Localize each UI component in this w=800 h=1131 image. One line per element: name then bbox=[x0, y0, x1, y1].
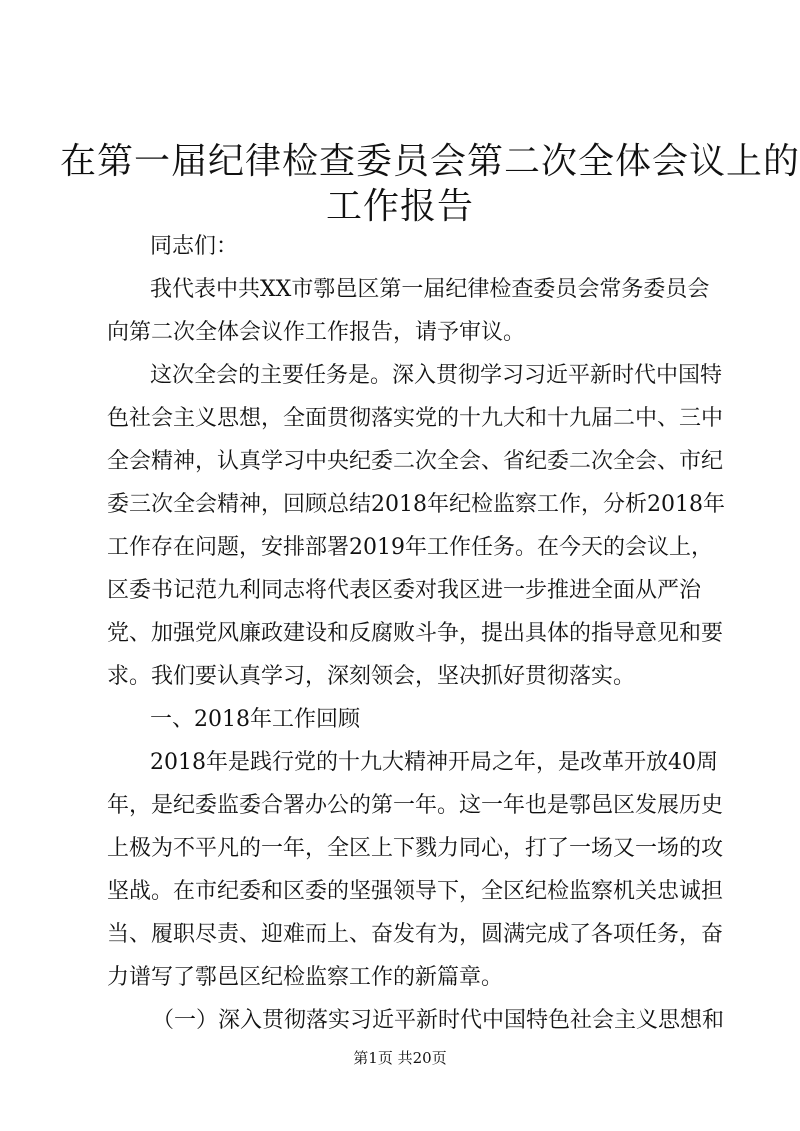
paragraph-line: 当、履职尽责、迎难而上、奋发有为，圆满完成了各项任务，奋 bbox=[107, 922, 724, 947]
paragraph-line: 向第二次全体会议作工作报告，请予审议。 bbox=[107, 320, 526, 345]
paragraph-line: 2018年是践行党的十九大精神开局之年，是改革开放40周 bbox=[150, 750, 718, 775]
page-number: 第1页 共20页 bbox=[353, 1049, 447, 1067]
paragraph-line: 党、加强党风廉政建设和反腐败斗争，提出具体的指导意见和要 bbox=[107, 621, 724, 646]
document-title-line-2: 工作报告 bbox=[325, 186, 474, 227]
paragraph-line: 区委书记范九利同志将代表区委对我区进一步推进全面从严治 bbox=[107, 578, 702, 603]
paragraph-line: 上极为不平凡的一年，全区上下戮力同心，打了一场又一场的攻 bbox=[107, 836, 724, 861]
paragraph-line: 委三次全会精神，回顾总结2018年纪检监察工作，分析2018年 bbox=[107, 492, 725, 517]
paragraph-line: 色社会主义思想，全面贯彻落实党的十九大和十九届二中、三中 bbox=[107, 406, 724, 431]
paragraph-line: 力谱写了鄠邑区纪检监察工作的新篇章。 bbox=[107, 965, 504, 990]
paragraph-line: 我代表中共XX市鄠邑区第一届纪律检查委员会常务委员会 bbox=[150, 277, 710, 302]
paragraph-line: 求。我们要认真学习，深刻领会，坚决抓好贯彻落实。 bbox=[107, 664, 636, 689]
paragraph-line: 坚战。在市纪委和区委的坚强领导下，全区纪检监察机关忠诚担 bbox=[107, 879, 724, 904]
document-title-line-1: 在第一届纪律检查委员会第二次全体会议上的 bbox=[60, 141, 800, 182]
sub-heading: （一）深入贯彻落实习近平新时代中国特色社会主义思想和 bbox=[152, 1008, 725, 1033]
paragraph-line: 年，是纪委监委合署办公的第一年。这一年也是鄠邑区发展历史 bbox=[107, 793, 724, 818]
paragraph-line: 全会精神，认真学习中央纪委二次全会、省纪委二次全会、市纪 bbox=[107, 449, 724, 474]
section-heading: 一、2018年工作回顾 bbox=[150, 707, 360, 732]
salutation: 同志们： bbox=[150, 234, 239, 259]
paragraph-line: 这次全会的主要任务是。深入贯彻学习习近平新时代中国特 bbox=[150, 363, 723, 388]
paragraph-line: 工作存在问题，安排部署2019年工作任务。在今天的会议上， bbox=[107, 535, 713, 560]
